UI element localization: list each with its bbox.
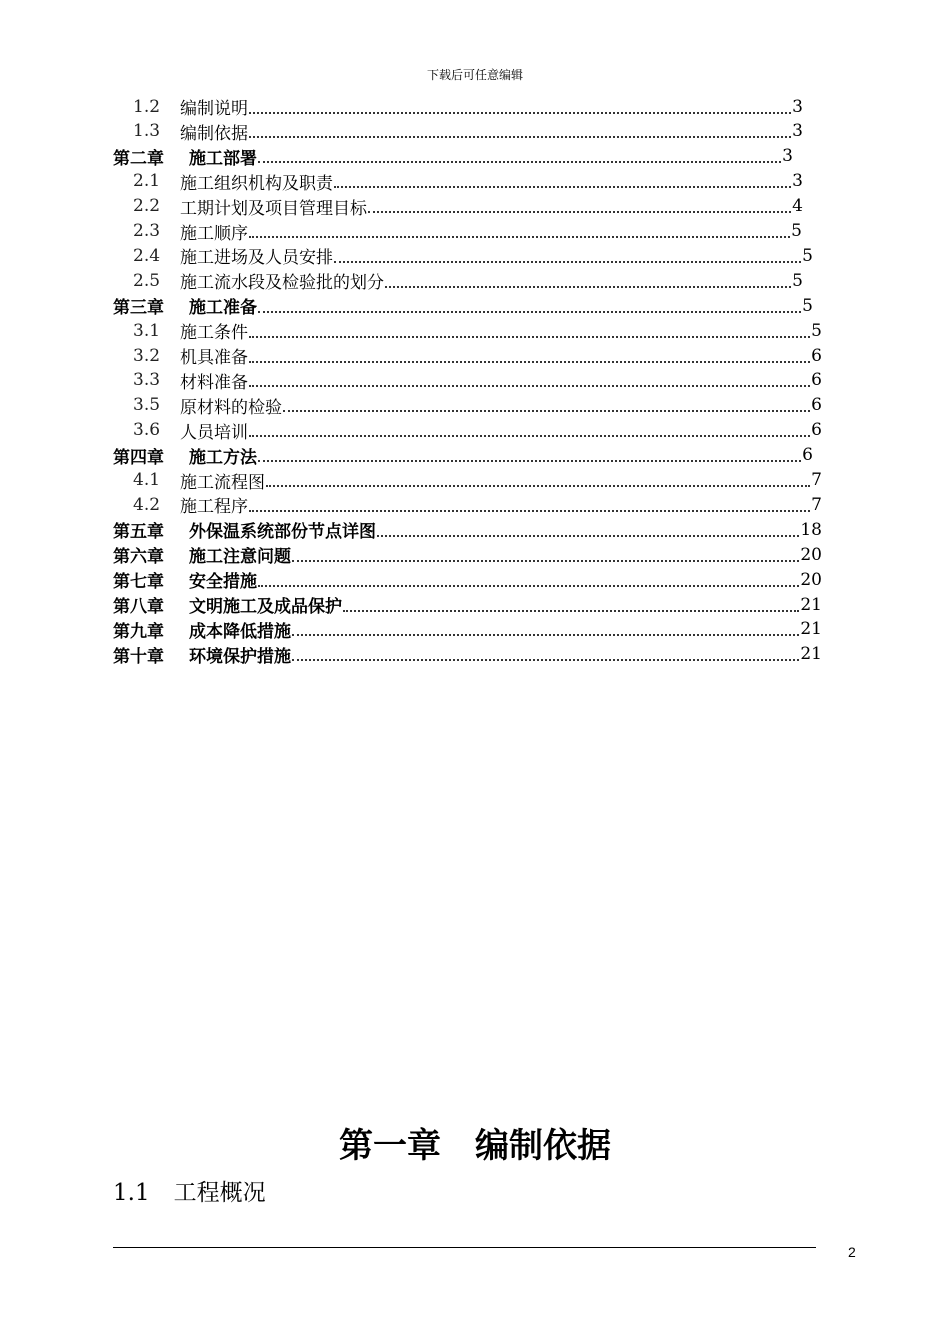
toc-dot-leader [377, 535, 799, 537]
toc-entry-number: 1.3 [133, 121, 161, 142]
toc-entry-3.1[interactable] [133, 318, 822, 343]
toc-entry-title: 环境保护措施 [189, 646, 291, 667]
toc-dot-leader [292, 560, 799, 562]
toc-entry-2.5[interactable] [133, 268, 803, 293]
footer-rule [113, 1247, 816, 1248]
toc-dot-leader [249, 510, 810, 512]
toc-entry-number: 4.1 [133, 470, 161, 490]
toc-dot-leader [266, 485, 810, 487]
toc-entry-title: 施工程序 [180, 497, 248, 518]
toc-entry-number: 3.3 [133, 370, 161, 391]
toc-entry-page: 3 [792, 121, 803, 142]
toc-entry-page: 18 [800, 519, 822, 540]
toc-entry-title: 施工流程图 [180, 472, 265, 493]
toc-entry-title: 施工注意问题 [189, 547, 291, 568]
toc-entry-page: 5 [802, 245, 813, 266]
toc-dot-leader [343, 610, 799, 612]
toc-entry-number: 4.2 [133, 494, 161, 515]
toc-entry-2.4[interactable] [133, 243, 813, 268]
toc-entry-title: 成本降低措施 [189, 621, 291, 642]
toc-entry-page: 5 [811, 320, 822, 341]
toc-entry-page: 5 [791, 221, 802, 241]
toc-entry-number: 1.2 [133, 96, 161, 117]
toc-entry-number: 第九章 [113, 621, 164, 642]
toc-entry-第十章[interactable] [113, 642, 822, 667]
toc-entry-number: 第十章 [113, 646, 164, 667]
toc-entry-page: 7 [811, 494, 822, 515]
toc-entry-title: 施工流水段及检验批的划分 [180, 273, 384, 294]
toc-dot-leader [292, 634, 799, 636]
toc-entry-page: 6 [802, 445, 813, 466]
toc-entry-title: 机具准备 [180, 348, 248, 368]
toc-entry-number: 2.2 [133, 196, 161, 217]
toc-entry-title: 外保温系统部份节点详图 [189, 522, 376, 543]
toc-entry-page: 3 [792, 96, 803, 117]
toc-entry-number: 3.1 [133, 320, 161, 341]
toc-entry-1.3[interactable] [133, 119, 803, 144]
header-note: 下载后可任意编辑 [426, 68, 523, 82]
toc-dot-leader [385, 286, 791, 288]
toc-entry-page: 7 [811, 470, 822, 490]
toc-entry-number: 2.5 [133, 270, 161, 291]
toc-entry-title: 施工方法 [189, 447, 257, 468]
toc-entry-title: 编制依据 [180, 123, 248, 144]
toc-entry-第七章[interactable] [113, 567, 822, 592]
toc-entry-number: 第二章 [113, 148, 164, 169]
toc-dot-leader [249, 435, 810, 437]
toc-entry-title: 安全措施 [189, 572, 257, 593]
toc-dot-leader [292, 659, 799, 661]
toc-dot-leader [249, 112, 791, 114]
toc-entry-3.2[interactable] [133, 343, 822, 368]
toc-entry-2.1[interactable] [133, 169, 803, 194]
toc-entry-page: 6 [811, 420, 822, 441]
toc-entry-3.5[interactable] [133, 393, 822, 418]
toc-entry-title: 施工准备 [189, 298, 257, 319]
toc-entry-第三章[interactable] [113, 293, 813, 318]
toc-entry-page: 21 [800, 644, 822, 665]
toc-entry-4.1[interactable] [133, 468, 822, 493]
toc-entry-page: 3 [782, 146, 793, 167]
toc-entry-title: 施工进场及人员安排 [180, 248, 333, 269]
toc-entry-page: 6 [811, 370, 822, 391]
toc-dot-leader [283, 410, 810, 412]
toc-entry-title: 人员培训 [180, 422, 248, 443]
toc-dot-leader [249, 236, 790, 238]
toc-entry-number: 第五章 [113, 522, 164, 543]
toc-entry-第五章[interactable] [113, 517, 822, 542]
toc-entry-title: 编制说明 [180, 99, 248, 119]
toc-entry-number: 第七章 [113, 572, 164, 593]
page-number: 2 [848, 1244, 856, 1260]
section-heading-number: 1.1 [113, 1180, 150, 1206]
toc-entry-title: 工期计划及项目管理目标 [180, 198, 367, 219]
toc-entry-第九章[interactable] [113, 617, 822, 642]
toc-entry-page: 5 [802, 295, 813, 316]
toc-entry-number: 第四章 [113, 447, 164, 468]
toc-dot-leader [249, 385, 810, 387]
toc-entry-number: 第三章 [113, 298, 164, 319]
section-heading [113, 1174, 266, 1207]
toc-entry-page: 5 [792, 270, 803, 291]
toc-entry-title: 施工部署 [189, 148, 257, 169]
toc-entry-number: 第六章 [113, 547, 164, 568]
toc-entry-2.3[interactable] [133, 219, 802, 244]
toc-entry-page: 3 [792, 171, 803, 192]
toc-dot-leader [258, 161, 781, 163]
toc-entry-3.6[interactable] [133, 418, 822, 443]
toc-entry-第四章[interactable] [113, 443, 813, 468]
toc-entry-page: 21 [800, 594, 822, 615]
toc-entry-1.2[interactable] [133, 94, 803, 119]
toc-entry-number: 3.2 [133, 345, 161, 366]
toc-entry-page: 6 [811, 345, 822, 366]
toc-dot-leader [258, 460, 801, 462]
toc-entry-page: 4 [792, 196, 803, 217]
toc-dot-leader [249, 136, 791, 138]
toc-entry-title: 材料准备 [180, 372, 248, 393]
toc-entry-page: 6 [811, 395, 822, 416]
toc-entry-number: 2.3 [133, 221, 161, 241]
chapter-heading: 第一章 编制依据 [339, 1126, 611, 1166]
toc-entry-number: 2.4 [133, 245, 161, 266]
toc-entry-number: 3.5 [133, 395, 161, 416]
toc-entry-第二章[interactable] [113, 144, 793, 169]
toc-entry-number: 第八章 [113, 597, 164, 617]
toc-entry-第六章[interactable] [113, 542, 822, 567]
section-heading-title: 工程概况 [173, 1180, 266, 1206]
toc-entry-page: 21 [800, 619, 822, 640]
toc-entry-number: 2.1 [133, 171, 161, 192]
toc-dot-leader [368, 211, 791, 213]
toc-entry-3.3[interactable] [133, 368, 822, 393]
toc-dot-leader [258, 585, 799, 587]
toc-entry-title: 施工顺序 [180, 223, 248, 244]
toc-entry-title: 施工组织机构及职责 [180, 173, 333, 194]
toc-entry-title: 施工条件 [180, 323, 248, 344]
toc-dot-leader [334, 261, 801, 263]
toc-dot-leader [249, 336, 810, 338]
toc-entry-page: 20 [800, 544, 822, 565]
toc-entry-page: 20 [800, 569, 822, 590]
toc-entry-4.2[interactable] [133, 492, 822, 517]
toc-entry-2.2[interactable] [133, 194, 803, 219]
toc-entry-number: 3.6 [133, 420, 161, 441]
toc-dot-leader [249, 361, 810, 363]
toc-dot-leader [334, 186, 791, 188]
toc-entry-title: 文明施工及成品保护 [189, 597, 342, 617]
toc-entry-第八章[interactable] [113, 592, 822, 617]
toc-dot-leader [258, 311, 801, 313]
toc-entry-title: 原材料的检验 [180, 397, 282, 418]
